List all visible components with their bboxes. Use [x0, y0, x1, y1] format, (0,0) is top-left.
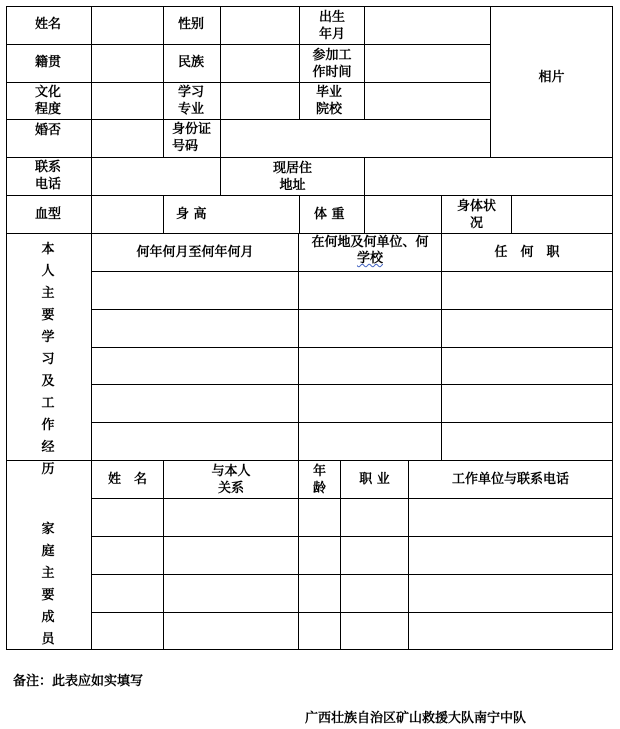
input-origin[interactable]	[92, 45, 163, 82]
label-height: 身 高	[176, 207, 207, 222]
experience-col-position: 任 何 职	[494, 245, 560, 260]
input-address[interactable]	[365, 158, 612, 195]
input-ethnicity[interactable]	[221, 45, 299, 82]
label-marital: 婚否	[35, 123, 62, 138]
experience-row[interactable]	[92, 272, 612, 309]
input-marital[interactable]	[92, 120, 163, 157]
label-birth: 出生 年月	[318, 9, 345, 42]
label-ethnicity: 民族	[178, 55, 205, 70]
family-col-job: 职 业	[359, 472, 390, 487]
label-major: 学习 专业	[178, 85, 205, 117]
input-birth[interactable]	[365, 7, 490, 44]
label-blood: 血型	[35, 207, 62, 222]
label-id-number: 身份证 号码	[172, 122, 212, 154]
photo-box[interactable]	[491, 7, 612, 157]
input-id-number[interactable]	[221, 120, 490, 157]
family-col-age: 年 龄	[312, 463, 326, 496]
input-phone[interactable]	[92, 158, 220, 195]
experience-section-label: 本人主要学习及工作经历	[41, 242, 55, 477]
experience-col-place-school: 学校	[356, 251, 383, 266]
family-section-label: 家庭主要成员	[41, 522, 55, 647]
photo-label: 相片	[538, 70, 565, 85]
label-name: 姓名	[35, 17, 62, 32]
input-education[interactable]	[92, 83, 163, 119]
input-name[interactable]	[92, 7, 163, 44]
experience-row[interactable]	[92, 423, 612, 460]
input-work-start[interactable]	[365, 45, 490, 82]
experience-row[interactable]	[92, 385, 612, 422]
experience-col-place-line2	[299, 251, 441, 267]
experience-col-place	[299, 234, 441, 271]
input-height[interactable]	[221, 196, 299, 233]
family-row[interactable]	[92, 613, 612, 649]
label-health: 身体状 况	[456, 198, 496, 231]
family-col-name: 姓 名	[107, 472, 147, 487]
label-work-start: 参加工 作时间	[312, 47, 352, 80]
label-origin: 籍贯	[35, 55, 62, 70]
input-major[interactable]	[221, 83, 299, 119]
experience-row[interactable]	[92, 310, 612, 347]
experience-col-period: 何年何月至何年何月	[136, 245, 254, 260]
input-blood[interactable]	[92, 196, 163, 233]
family-col-unit: 工作单位与联系电话	[451, 472, 569, 487]
family-row[interactable]	[92, 537, 612, 574]
input-weight[interactable]	[365, 196, 441, 233]
input-health[interactable]	[512, 196, 612, 233]
experience-row[interactable]	[92, 348, 612, 384]
family-row[interactable]	[92, 575, 612, 612]
experience-col-place-line1: 在何地及何单位、何	[311, 235, 429, 250]
label-school: 毕业 院校	[316, 85, 343, 117]
label-education: 文化 程度	[35, 85, 62, 117]
footer-note: 备注：此表应如实填写	[13, 674, 144, 689]
label-address: 现居住 地址	[272, 160, 312, 193]
label-phone: 联系 电话	[35, 160, 62, 192]
label-gender: 性别	[178, 17, 205, 32]
footer-organization: 广西壮族自治区矿山救援大队南宁中队	[305, 711, 527, 726]
input-gender[interactable]	[221, 7, 299, 44]
family-row[interactable]	[92, 499, 612, 536]
family-col-relation: 与本人 关系	[211, 463, 251, 496]
label-weight: 体 重	[314, 207, 345, 222]
input-school[interactable]	[365, 83, 490, 119]
